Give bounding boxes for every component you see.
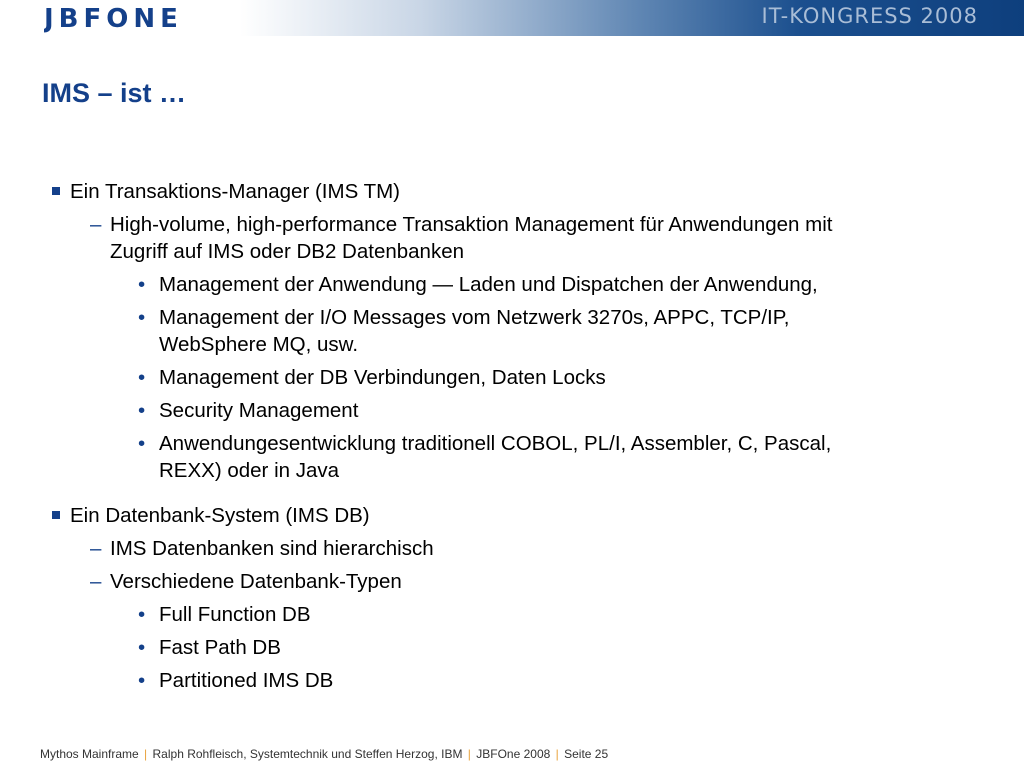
- footer-event: JBFOne 2008: [476, 747, 551, 761]
- footer-separator: |: [144, 747, 148, 761]
- detail-item-text: Anwendungesentwicklung traditionell COBOL, PL/I, Assembler, C, Pascal,: [159, 432, 832, 455]
- detail-item-text: WebSphere MQ, usw.: [159, 333, 359, 356]
- detail-item-text: Security Management: [159, 399, 359, 422]
- section-heading: Ein Transaktions-Manager (IMS TM): [70, 180, 401, 203]
- dot-bullet-icon: •: [138, 669, 146, 692]
- sub-item-text: Verschiedene Datenbank-Typen: [110, 570, 402, 593]
- detail-item-text: Full Function DB: [159, 603, 311, 626]
- detail-item-text: Management der I/O Messages vom Netzwerk 3270s, APPC, TCP/IP,: [159, 306, 790, 329]
- detail-item-text: Fast Path DB: [159, 636, 281, 659]
- footer-authors: Ralph Rohfleisch, Systemtechnik und Steffen Herzog, IBM: [152, 747, 463, 761]
- dot-bullet-icon: •: [138, 306, 146, 329]
- square-bullet-icon: [52, 187, 60, 195]
- dot-bullet-icon: •: [138, 636, 146, 659]
- logo-text: JBFONE: [44, 4, 183, 34]
- dot-bullet-icon: •: [138, 432, 146, 455]
- dash-bullet-icon: –: [90, 213, 102, 236]
- detail-item-text: REXX) oder in Java: [159, 459, 340, 482]
- dot-bullet-icon: •: [138, 603, 146, 626]
- detail-item-text: Partitioned IMS DB: [159, 669, 334, 692]
- dash-bullet-icon: –: [90, 537, 102, 560]
- dot-bullet-icon: •: [138, 366, 146, 389]
- footer: [40, 747, 608, 761]
- sub-item-text: Zugriff auf IMS oder DB2 Datenbanken: [110, 240, 465, 263]
- section-heading: Ein Datenbank-System (IMS DB): [70, 504, 370, 527]
- slide-title: IMS – ist …: [42, 78, 187, 108]
- sub-item-text: IMS Datenbanken sind hierarchisch: [110, 537, 434, 560]
- footer-separator: |: [555, 747, 559, 761]
- dot-bullet-icon: •: [138, 273, 146, 296]
- footer-separator: |: [467, 747, 471, 761]
- dash-bullet-icon: –: [90, 570, 102, 593]
- detail-item-text: Management der Anwendung — Laden und Dispatchen der Anwendung,: [159, 273, 818, 296]
- square-bullet-icon: [52, 511, 60, 519]
- footer-topic: Mythos Mainframe: [40, 747, 139, 761]
- footer-page: Seite 25: [564, 747, 609, 761]
- event-title: IT-KONGRESS 2008: [761, 4, 978, 28]
- dot-bullet-icon: •: [138, 399, 146, 422]
- sub-item-text: High-volume, high-performance Transaktion Management für Anwendungen mit: [110, 213, 833, 236]
- detail-item-text: Management der DB Verbindungen, Daten Locks: [159, 366, 606, 389]
